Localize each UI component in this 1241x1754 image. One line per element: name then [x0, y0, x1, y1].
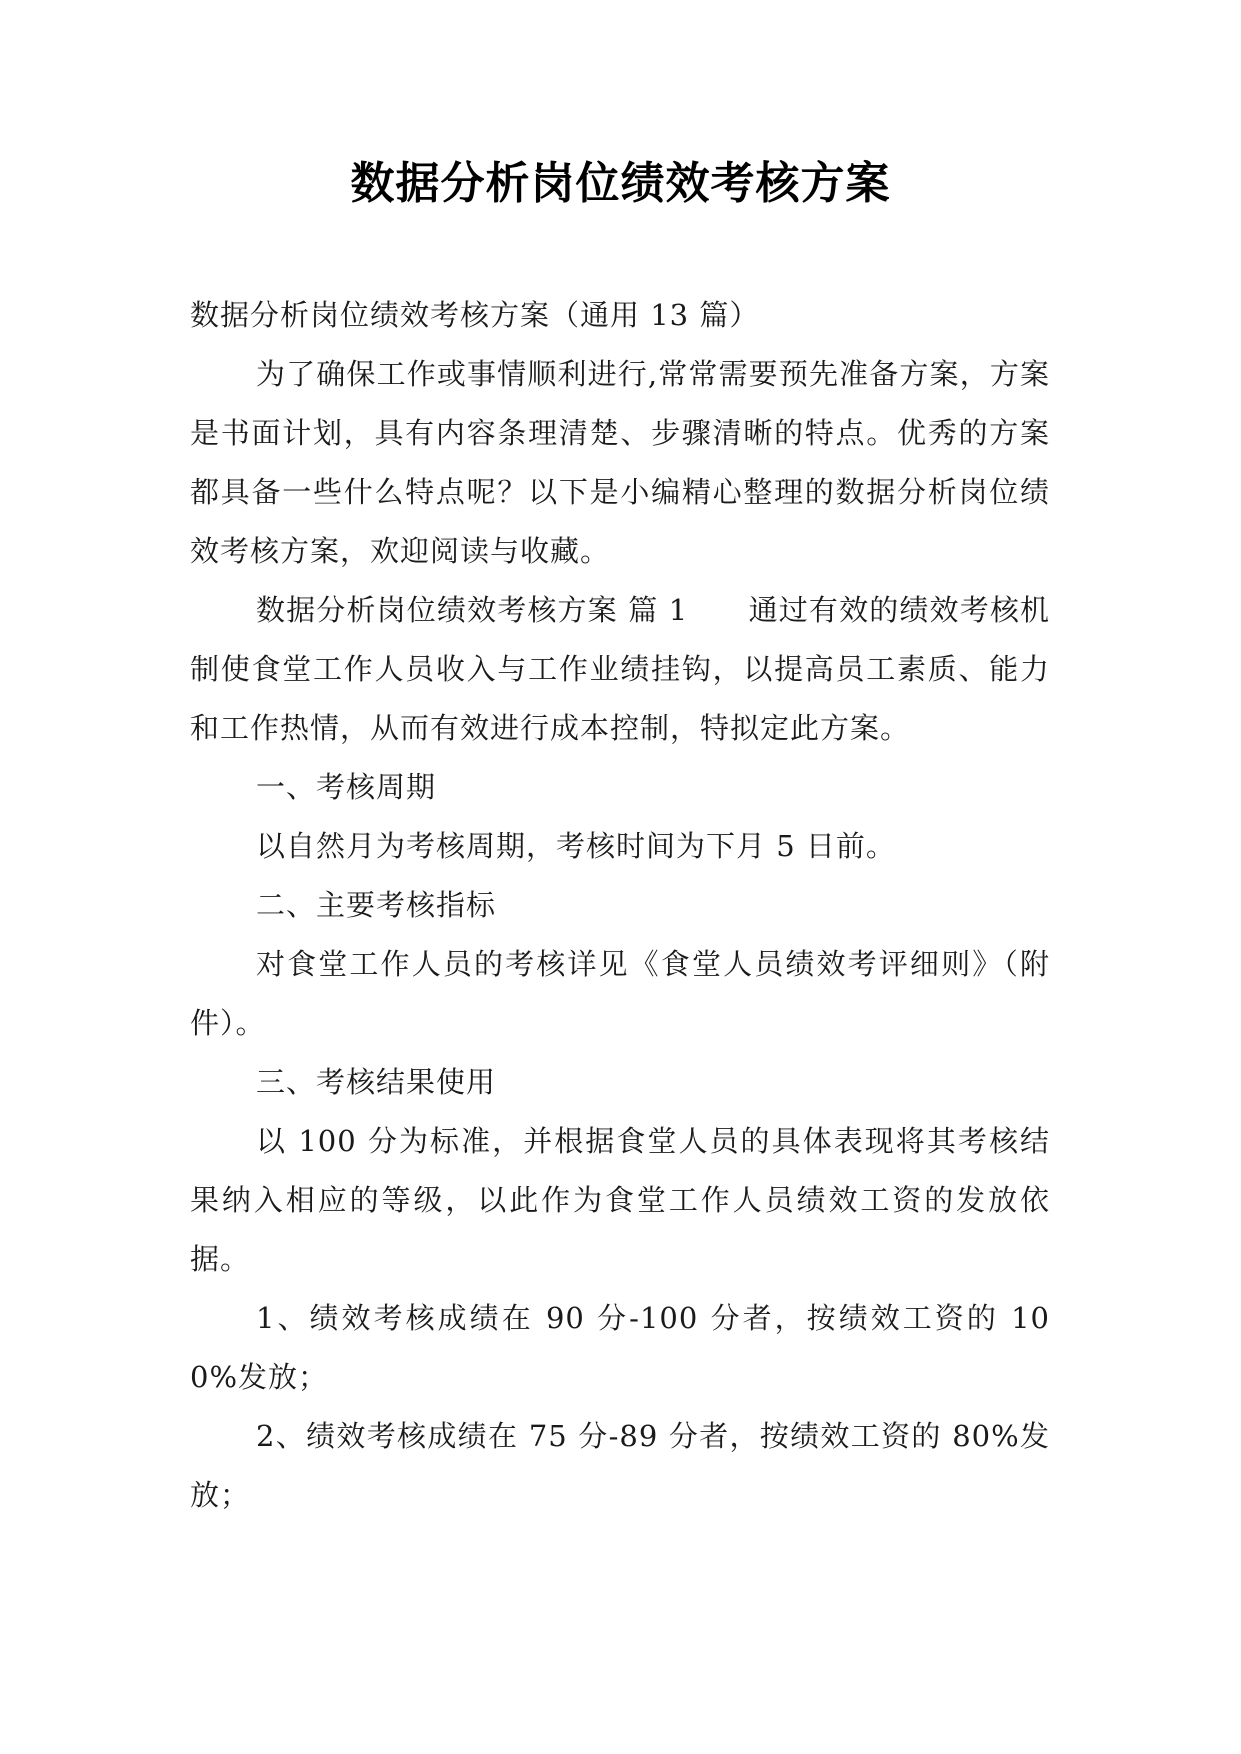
document-body [190, 286, 1050, 1525]
heading-main-indicators: 二、主要考核指标 [256, 888, 497, 922]
result-usage-paragraph: 以 100 分为标准，并根据食堂人员的具体表现将其考核结果纳入相应的等级，以此作为食堂工作人员绩效工资的发放依据。 [190, 1124, 1050, 1276]
list-item: 2、绩效考核成绩在 75 分-89 分者，按绩效工资的 80%发放； [190, 1419, 1050, 1512]
document-title: 数据分析岗位绩效考核方案 [350, 158, 891, 209]
heading-result-usage: 三、考核结果使用 [256, 1065, 497, 1099]
main-indicators-paragraph: 对食堂工作人员的考核详见《食堂人员绩效考评细则》（附件）。 [190, 947, 1050, 1040]
intro-paragraph: 为了确保工作或事情顺利进行,常常需要预先准备方案，方案是书面计划，具有内容条理清楚、步骤清晰的特点。优秀的方案都具备一些什么特点呢？以下是小编精心整理的数据分析岗位绩效考核方案，欢迎阅读与收藏。 [190, 357, 1050, 568]
list-item: 1、绩效考核成绩在 90 分-100 分者，按绩效工资的 100%发放； [190, 1301, 1050, 1394]
heading-assessment-period: 一、考核周期 [256, 770, 437, 804]
section-1-paragraph: 数据分析岗位绩效考核方案 篇 1 通过有效的绩效考核机制使食堂工作人员收入与工作业绩挂钩，以提高员工素质、能力和工作热情，从而有效进行成本控制，特拟定此方案。 [190, 593, 1050, 745]
document-subtitle: 数据分析岗位绩效考核方案（通用 13 篇） [190, 298, 760, 332]
assessment-period-paragraph: 以自然月为考核周期，考核时间为下月 5 日前。 [256, 829, 896, 863]
